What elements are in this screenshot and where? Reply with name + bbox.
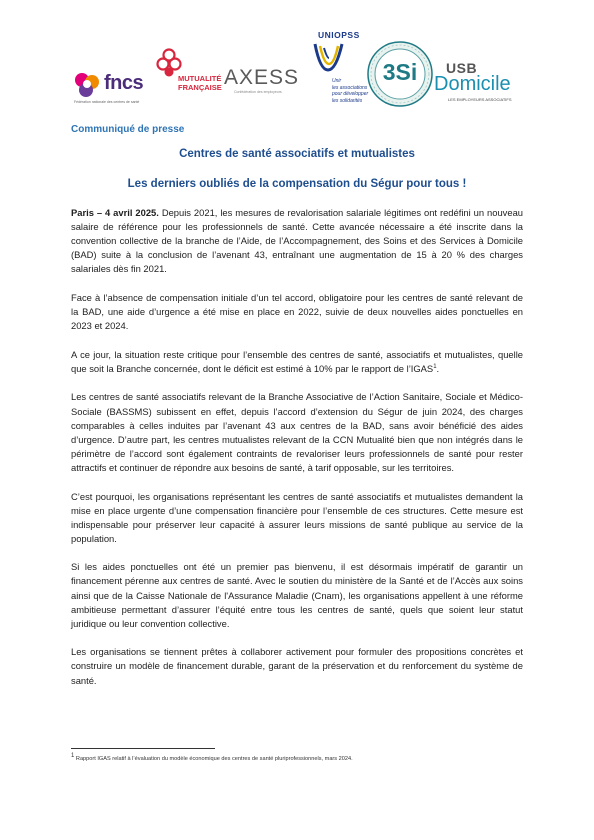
3si-logo-name: 3Si: [382, 59, 418, 85]
usb-logo-tagline: LES EMPLOYEURS ASSOCIATIFS: [448, 97, 512, 102]
fncs-logo-name: fncs: [104, 72, 144, 94]
uniopss-slogan-line: les associations: [332, 84, 368, 91]
usb-logo-line2: Domicile: [434, 73, 511, 95]
footnote-divider: [71, 748, 215, 749]
footnote-reference[interactable]: 1: [433, 363, 437, 370]
uniopss-logo-mark-icon: [312, 40, 346, 78]
press-release-body: [71, 206, 523, 702]
paragraph-4: Les centres de santé associatifs relevant de la Branche Associative de l’Action Sanitaire, Sociale et Médico-Sociale (BASSMS) subissent en effet, depuis l’accord d’extension du Ségur de juin 2024, des charges comparables à celles induites par l’avenant 43 aux centres de la BAD, sans avoir bénéficié des aides d’urgence. D’autre part, les centres mutualistes relevant de la CCN Mutualité bien que non intégrés dans le périmètre de l’accord sont également contraints de revaloriser leurs professionnels de santé pour rester attractifs et continuer de répondre aux besoins de santé, à tarif opposable, sur les territoires.: [71, 391, 523, 473]
axess-logo-name: AXESS: [224, 66, 300, 89]
fncs-logo: [72, 64, 152, 108]
mutualite-logo-line2: FRANÇAISE: [178, 83, 222, 92]
fncs-logo-mark-icon: [72, 70, 102, 100]
3si-logo: [366, 40, 434, 108]
paragraph-2: Face à l’absence de compensation initiale d’un tel accord, obligatoire pour les centres de santé relevant de la BAD, une aide d’urgence a été mise en place en 2022, suivie de deux nouvelles aides ponctuelles en 2023 et 2024.: [71, 291, 523, 332]
paragraph-5: C’est pourquoi, les organisations représentant les centres de santé associatifs et mutualistes demandent la mise en place urgente d’une compensation financière pour l’ensemble de ces structures. Cette mesure est indispensable pour préserver leur capacité à assurer leurs missions de santé publique au service de la population.: [71, 490, 523, 544]
paragraph-7: Les organisations se tiennent prêtes à collaborer activement pour formuler des propositions concrètes et construire un modèle de financement durable, garant de la préservation et du renforcement du système de santé.: [71, 646, 523, 686]
paragraph-6: Si les aides ponctuelles ont été un premier pas bienvenu, il est désormais impératif de garantir un financement pérenne aux centres de santé. Avec le soutien du ministère de la Santé et de l’Accès aux soins ainsi que de la Caisse Nationale de l'Assurance Maladie (Cnam), les organisations appellent à une réforme ambitieuse permettant d’assurer l’équité entre tous les centres de santé, quels que soient leur statut juridique ou leur convention collective.: [71, 561, 523, 629]
uniopss-slogan-line: pour développer: [332, 91, 369, 97]
usb-logo-line1: USB: [446, 60, 478, 76]
mutualite-logo-line1: MUTUALITÉ: [178, 74, 222, 83]
mutualite-francaise-logo: [152, 48, 222, 100]
page-title: Centres de santé associatifs et mutualistes: [179, 148, 415, 160]
page-subtitle: Les derniers oubliés de la compensation du Ségur pour tous !: [127, 178, 467, 190]
uniopss-slogan-line: les solidarités: [332, 97, 363, 104]
dateline: Paris – 4 avril 2025.: [71, 207, 159, 218]
footnote-marker: 1: [71, 753, 75, 760]
paragraph-1-text: Depuis 2021, les mesures de revalorisation salariale légitimes ont redéfini un nouveau salaire de référence pour les professionnels de santé. Cette avancée nécessaire a été inscrite dans la convention collective de la branche de l’Aide, de l’Accompagnement, des Soins et des Services à Domicile (BAD) suite à la conclusion de l’avenant 43, entraînant une augmentation de 15 à 20 % des charges salariales dès fin 2021.: [71, 207, 523, 275]
paragraph-3-text: A ce jour, la situation reste critique pour l’ensemble des centres de santé, associatifs et mutualistes, quelle que soit la Branche concernée, dont le déficit est estimé à 10% par le rapport de l’IGAS: [71, 348, 523, 374]
uniopss-logo: [310, 30, 368, 106]
fncs-logo-tagline: Fédération nationale des centres de santé: [74, 100, 140, 104]
axess-logo-tagline: Confédération des employeurs: [234, 90, 282, 94]
paragraph-3-end: .: [436, 362, 440, 374]
usb-domicile-logo: [434, 60, 526, 108]
press-release-label: Communiqué de presse: [71, 124, 185, 135]
uniopss-logo-name: UNIOPSS: [318, 30, 360, 40]
footnote: [71, 753, 531, 762]
paragraph-1: [71, 206, 523, 276]
uniopss-slogan-line: Unir: [332, 78, 342, 84]
axess-logo: [224, 66, 310, 100]
paragraph-3: [71, 348, 523, 376]
uniopss-logo-slogan: [332, 78, 368, 104]
partner-logos: [0, 0, 594, 120]
footnote-text: Rapport IGAS relatif à l’évaluation du modèle économique des centres de santé pluriprofessionnels, mars 2024.: [74, 756, 353, 762]
